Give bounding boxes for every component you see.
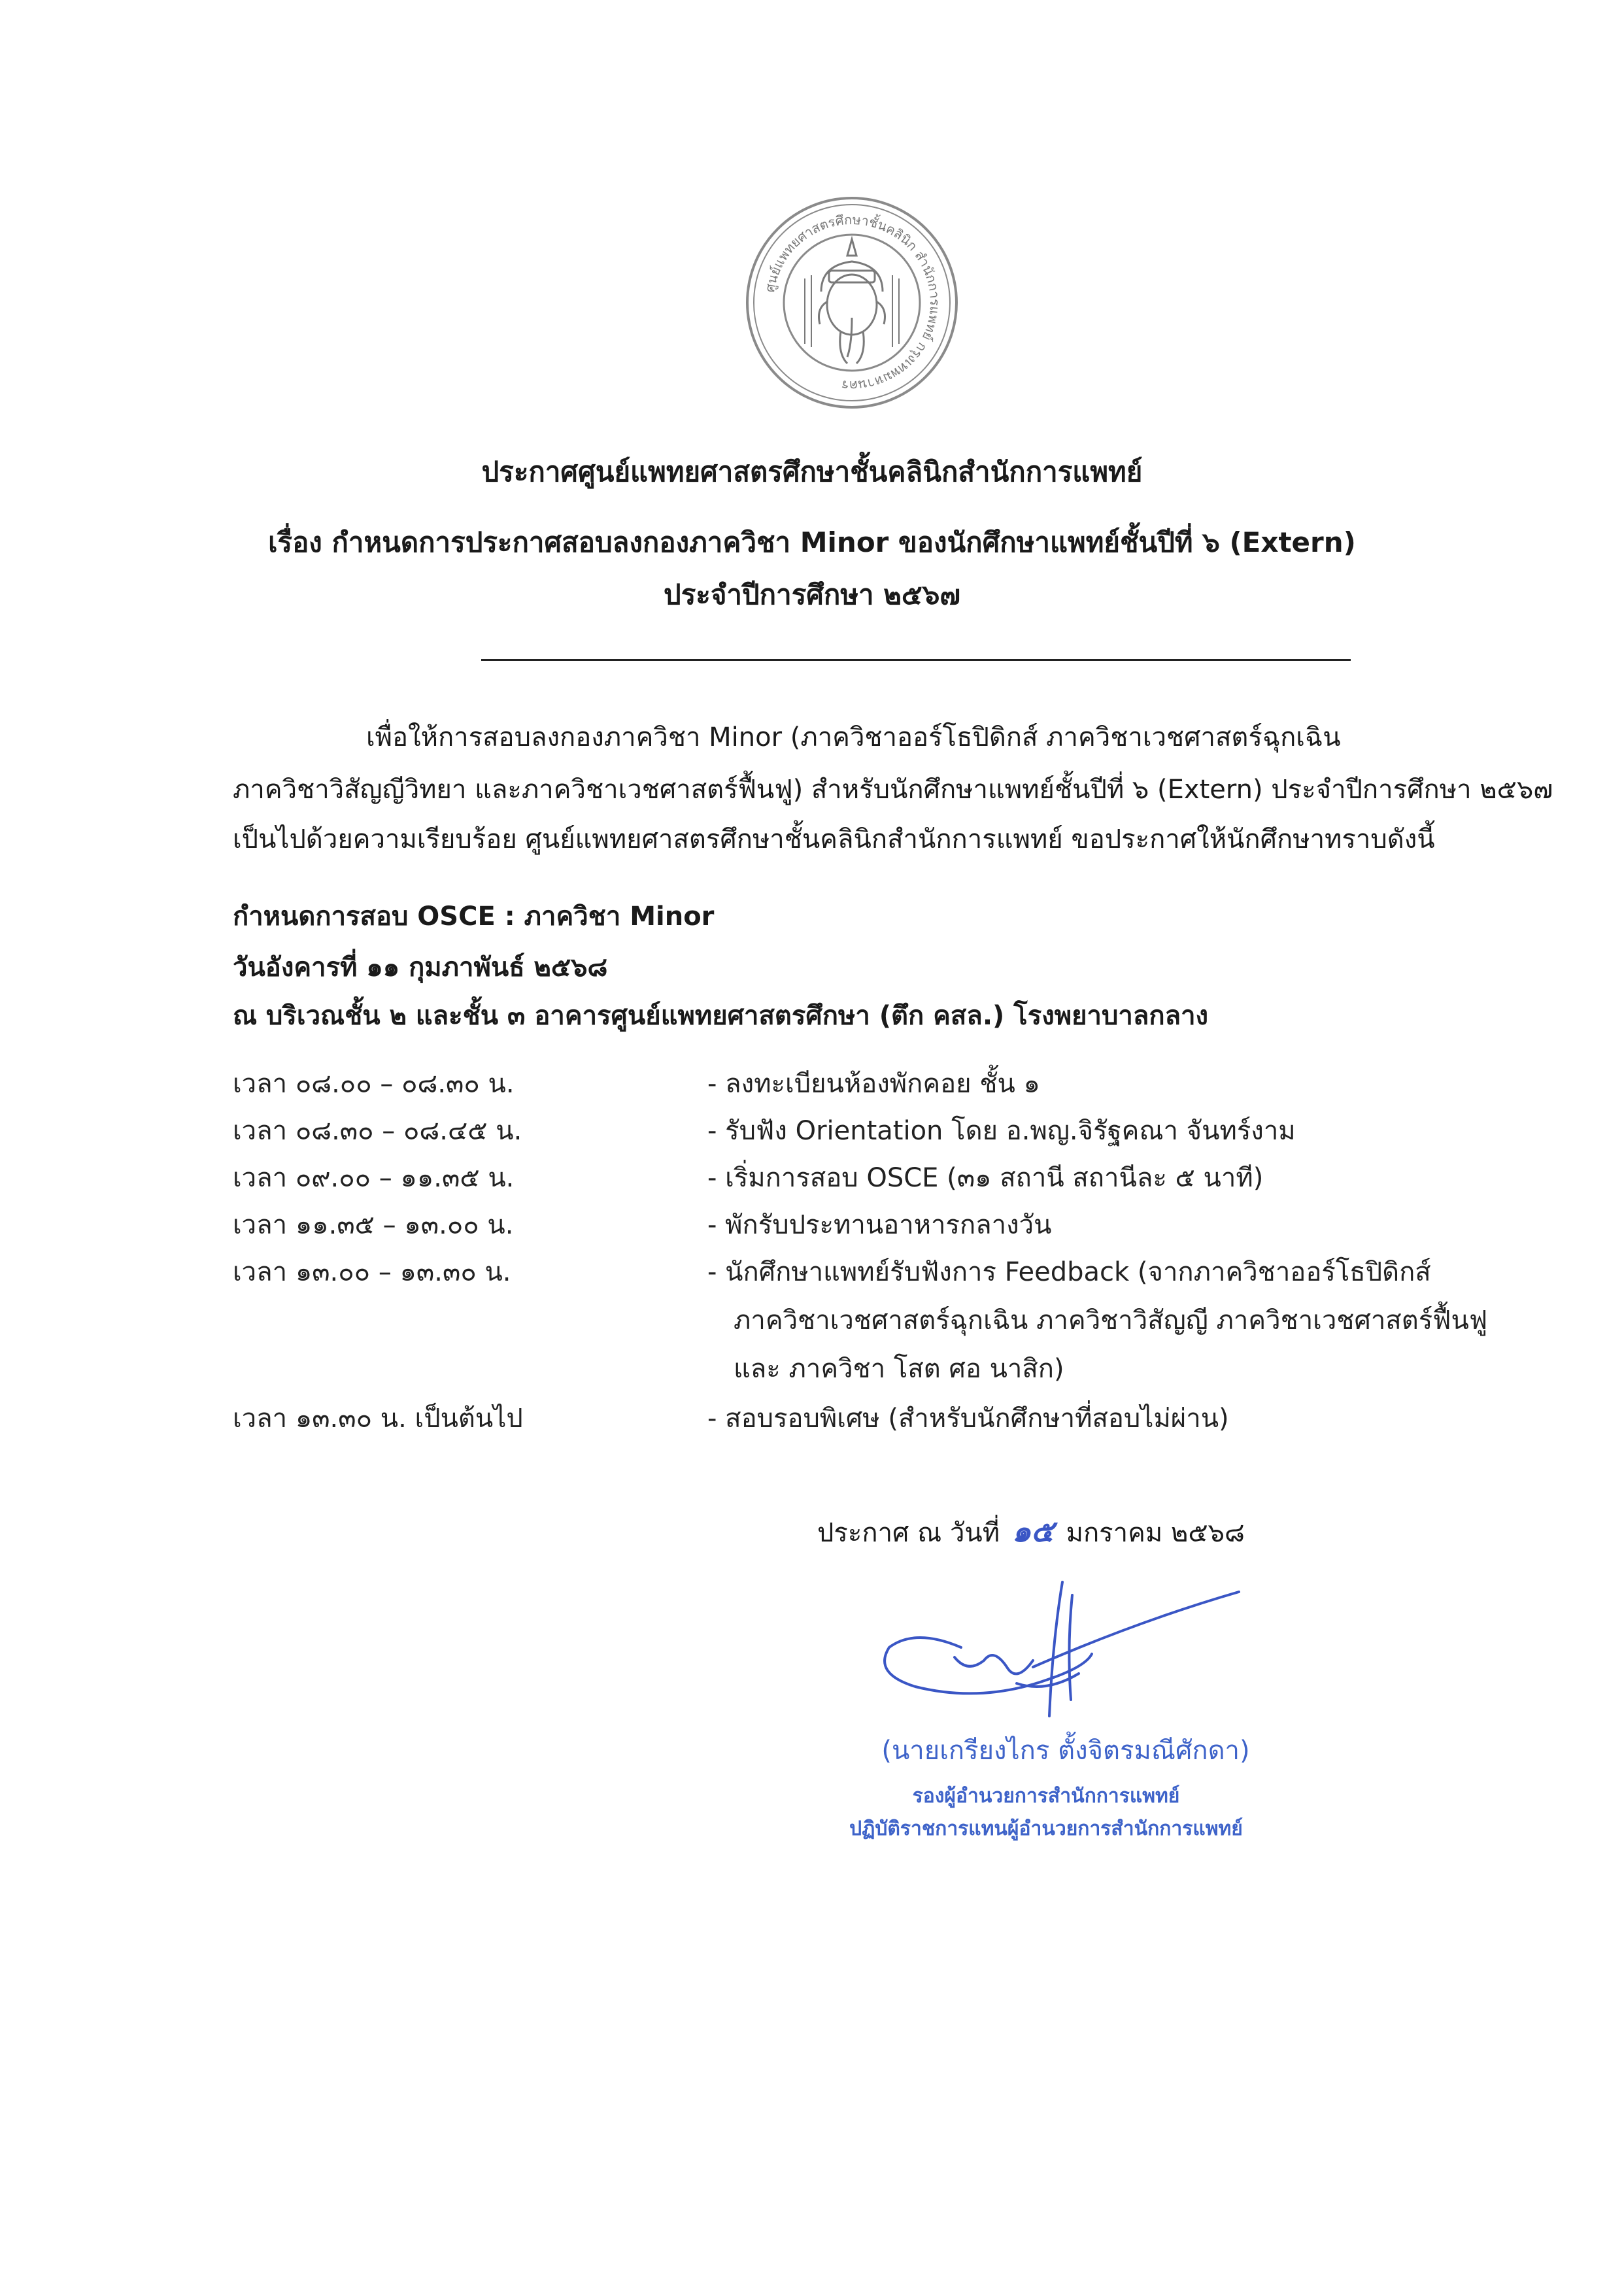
schedule-time: เวลา ๑๓.๓๐ น. เป็นต้นไป xyxy=(233,1404,523,1434)
schedule-activity: - เริ่มการสอบ OSCE (๓๑ สถานี สถานีละ ๕ นาที) xyxy=(707,1163,1264,1193)
announcement-prefix: ประกาศ ณ วันที่ xyxy=(817,1518,1000,1548)
signer-position: รองผู้อำนวยการสำนักการแพทย์ xyxy=(912,1785,1180,1808)
announcement-day: ๑๕ xyxy=(1011,1513,1054,1549)
document-subject: เรื่อง กำหนดการประกาศสอบลงกองภาควิชา Minor ของนักศึกษาแพทย์ชั้นปีที่ ๖ (Extern) xyxy=(268,526,1356,558)
institution-seal-icon xyxy=(743,194,961,412)
document-title: ประกาศศูนย์แพทยศาสตรศึกษาชั้นคลินิกสำนักการแพทย์ xyxy=(481,456,1143,488)
schedule-activity: - นักศึกษาแพทย์รับฟังการ Feedback (จากภาควิชาออร์โธปิดิกส์ xyxy=(707,1257,1431,1287)
schedule-time: เวลา ๐๙.๐๐ – ๑๑.๓๕ น. xyxy=(233,1163,515,1193)
schedule-activity: - ลงทะเบียนห้องพักคอย ชั้น ๑ xyxy=(707,1069,1040,1099)
schedule-time: เวลา ๐๘.๐๐ – ๐๘.๓๐ น. xyxy=(233,1069,515,1099)
seal-text: ศูนย์แพทยศาสตรศึกษาชั้นคลินิก สำนักการแพทย์ กรุงเทพมหานคร xyxy=(762,211,943,394)
intro-line-2: ภาควิชาวิสัญญีวิทยา และภาควิชาเวชศาสตร์ฟื้นฟู) สำหรับนักศึกษาแพทย์ชั้นปีที่ ๖ (Extern) ประจำปีการศึกษา ๒๕๖๗ xyxy=(233,775,1553,805)
schedule-activity-continued: และ ภาควิชา โสต ศอ นาสิก) xyxy=(734,1354,1064,1384)
schedule-time: เวลา ๑๓.๐๐ – ๑๓.๓๐ น. xyxy=(233,1257,511,1287)
schedule-time: เวลา ๑๑.๓๕ – ๑๓.๐๐ น. xyxy=(233,1210,514,1240)
schedule-activity: - สอบรอบพิเศษ (สำหรับนักศึกษาที่สอบไม่ผ่าน) xyxy=(707,1404,1229,1434)
schedule-activity-continued: ภาควิชาเวชศาสตร์ฉุกเฉิน ภาควิชาวิสัญญี ภาควิชาเวชศาสตร์ฟื้นฟู xyxy=(734,1306,1488,1336)
schedule-time: เวลา ๐๘.๓๐ – ๐๘.๔๕ น. xyxy=(233,1116,522,1146)
intro-line-3: เป็นไปด้วยความเรียบร้อย ศูนย์แพทยศาสตรศึกษาชั้นคลินิกสำนักการแพทย์ ขอประกาศให้นักศึกษาทราบดังนี้ xyxy=(233,824,1435,854)
intro-line-1: เพื่อให้การสอบลงกองภาควิชา Minor (ภาควิชาออร์โธปิดิกส์ ภาควิชาเวชศาสตร์ฉุกเฉิน xyxy=(366,722,1341,752)
signer-name: (นายเกรียงไกร ตั้งจิตรมณีศักดา) xyxy=(881,1736,1250,1766)
signature-icon xyxy=(876,1569,1242,1719)
exam-location: ณ บริเวณชั้น ๒ และชั้น ๓ อาคารศูนย์แพทยศาสตรศึกษา (ตึก คสล.) โรงพยาบาลกลาง xyxy=(233,1001,1209,1031)
exam-heading: กำหนดการสอบ OSCE : ภาควิชา Minor xyxy=(233,902,715,932)
title-divider xyxy=(481,659,1351,661)
signer-position-acting: ปฏิบัติราชการแทนผู้อำนวยการสำนักการแพทย์ xyxy=(849,1817,1243,1840)
schedule-activity: - พักรับประทานอาหารกลางวัน xyxy=(707,1210,1052,1240)
exam-date: วันอังคารที่ ๑๑ กุมภาพันธ์ ๒๕๖๘ xyxy=(233,952,608,983)
academic-year: ประจำปีการศึกษา ๒๕๖๗ xyxy=(664,579,960,611)
announcement-date xyxy=(817,1511,1245,1553)
announcement-month-year: มกราคม ๒๕๖๘ xyxy=(1066,1518,1245,1548)
schedule-activity: - รับฟัง Orientation โดย อ.พญ.จิรัฐคณา จันทร์งาม xyxy=(707,1116,1296,1146)
